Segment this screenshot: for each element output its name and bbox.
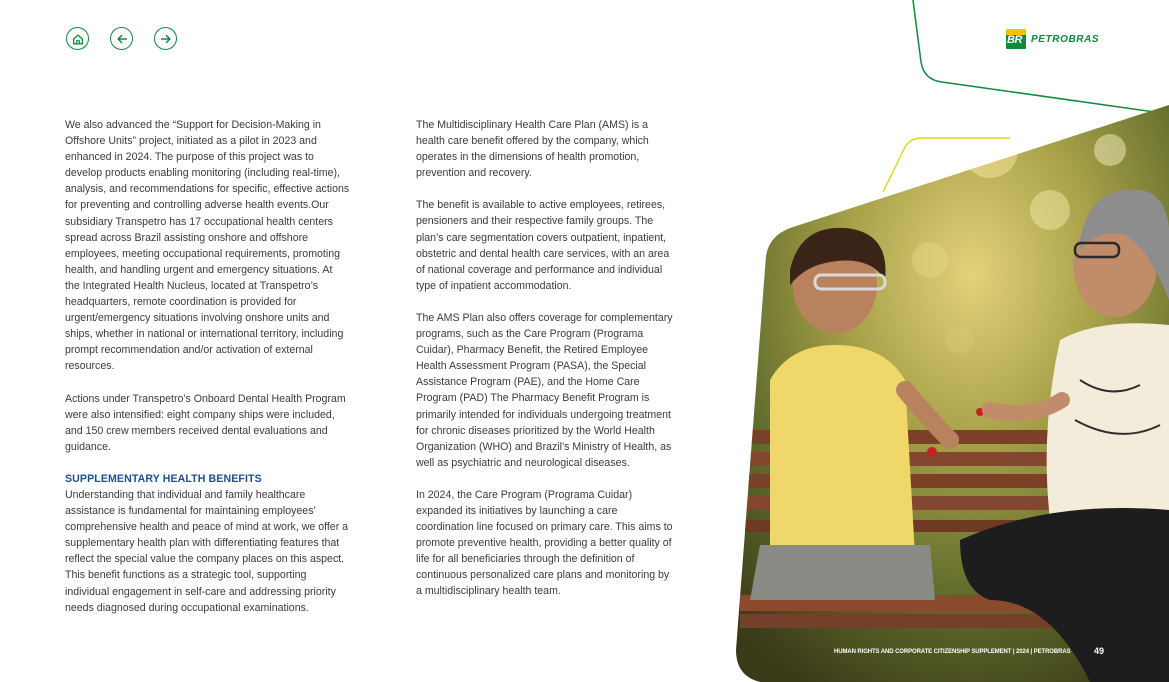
arrow-right-icon	[159, 32, 173, 46]
footer-publication-title: HUMAN RIGHTS AND CORPORATE CITIZENSHIP SUPPLEMENT | 2024 | PETROBRAS	[834, 649, 1071, 655]
forward-button[interactable]	[154, 27, 177, 50]
logo-wordmark: PETROBRAS	[1031, 33, 1100, 45]
paragraph-supplementary-health: Understanding that individual and family healthcare assistance is fundamental for maintaining employees’ comprehensive health and peace of mind at work, we offer a supplementary health plan with differentiating features that reflect the special value the company places on this aspect. This benefit functions as a strategic tool, supporting individual engagement in self-care and addressing priority needs diagnosed during occupational examinations.	[65, 488, 349, 614]
paragraph-benefit-availability: The benefit is available to active employees, retirees, pensioners and their respective family groups. The plan’s care segmentation covers outpatient, inpatient, obstetric and dental health care services, with an area of national coverage and performance and individual type of inpatient accommodation.	[416, 199, 670, 292]
home-icon	[71, 32, 85, 46]
section-heading: SUPPLEMENTARY HEALTH BENEFITS	[65, 472, 262, 485]
back-button[interactable]	[110, 27, 133, 50]
paragraph-care-program: In 2024, the Care Program (Programa Cuidar) expanded its initiatives by launching a care coordination line focused on primary care. This aims to promote preventive health, providing a better quality of life for all beneficiaries through the definition of continuous personalized care plans and monitoring by a multidisciplinary health team.	[416, 488, 673, 598]
paragraph-complementary-programs: The AMS Plan also offers coverage for complementary programs, such as the Care Program (Programa Cuidar), Pharmacy Benefit, the Retired Employee Health Assessment Program (PASA), the Special Assistance Program (PAE), and the Home Care Program (PAD) The Pharmacy Benefit Program is primarily intended for individuals undergoing treatment for chronic diseases prioritized by the World Health Organization (WHO) and Brazil’s Ministry of Health, as well as psychiatric and neurological diseases.	[416, 311, 673, 469]
right-text-column	[416, 117, 678, 616]
br-logo-mark: BR	[1006, 29, 1026, 49]
page-number: 49	[1094, 646, 1105, 656]
paragraph-offshore-health: We also advanced the “Support for Decision-Making in Offshore Units” project, initiated as a pilot in 2023 and enhanced in 2024. The purpose of this project was to develop products enabling monitoring (including real-time), analysis, and recommendations for specific, effective actions for preventing and controlling adverse health events.Our subsidiary Transpetro has 17 occupational health centers spread across Brazil assisting onshore and offshore employees, meeting occupational requirements, promoting health, and handling urgent and emergency situations. At the Integrated Health Nucleus, located at Transpetro’s headquarters, remote coordination is provided for urgent/emergency situations involving onshore units and ships, whether in national or international territory, including prompt recommendation and/or activation of external resources.	[65, 119, 350, 373]
petrobras-logo[interactable]	[1006, 29, 1099, 49]
arrow-left-icon	[115, 32, 129, 46]
home-button[interactable]	[66, 27, 89, 50]
left-text-column	[65, 117, 350, 632]
paragraph-ams-plan: The Multidisciplinary Health Care Plan (AMS) is a health care benefit offered by the company, which operates in the dimensions of health promotion, prevention and recovery.	[416, 119, 649, 180]
paragraph-dental-program: Actions under Transpetro’s Onboard Dental Health Program were also intensified: eight company ships were included, and 150 crew members received dental evaluations and guidance.	[65, 392, 346, 453]
